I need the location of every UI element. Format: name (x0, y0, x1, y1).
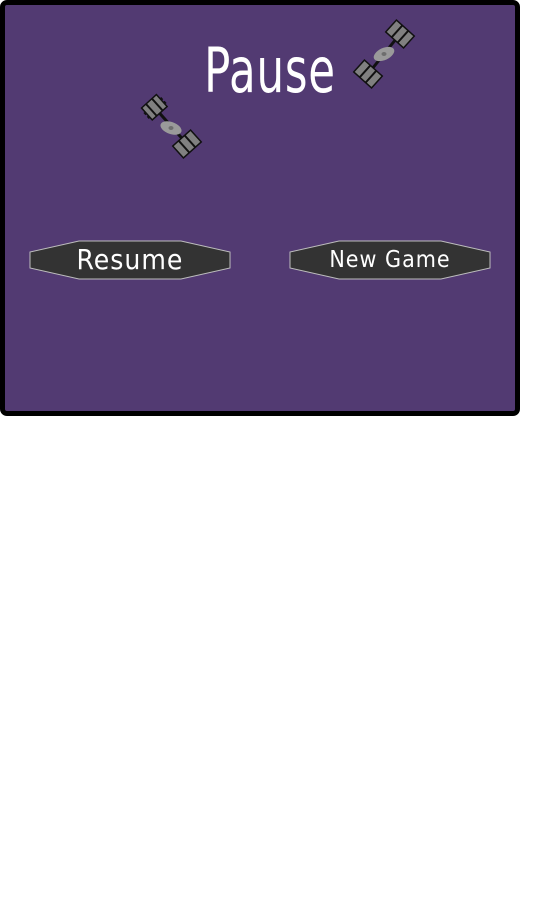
new-game-button[interactable] (289, 240, 491, 280)
new-game-button-label: New Game (329, 247, 451, 273)
resume-button[interactable] (29, 240, 231, 280)
resume-button-label: Resume (76, 243, 184, 276)
page-title: Pause (204, 34, 336, 107)
